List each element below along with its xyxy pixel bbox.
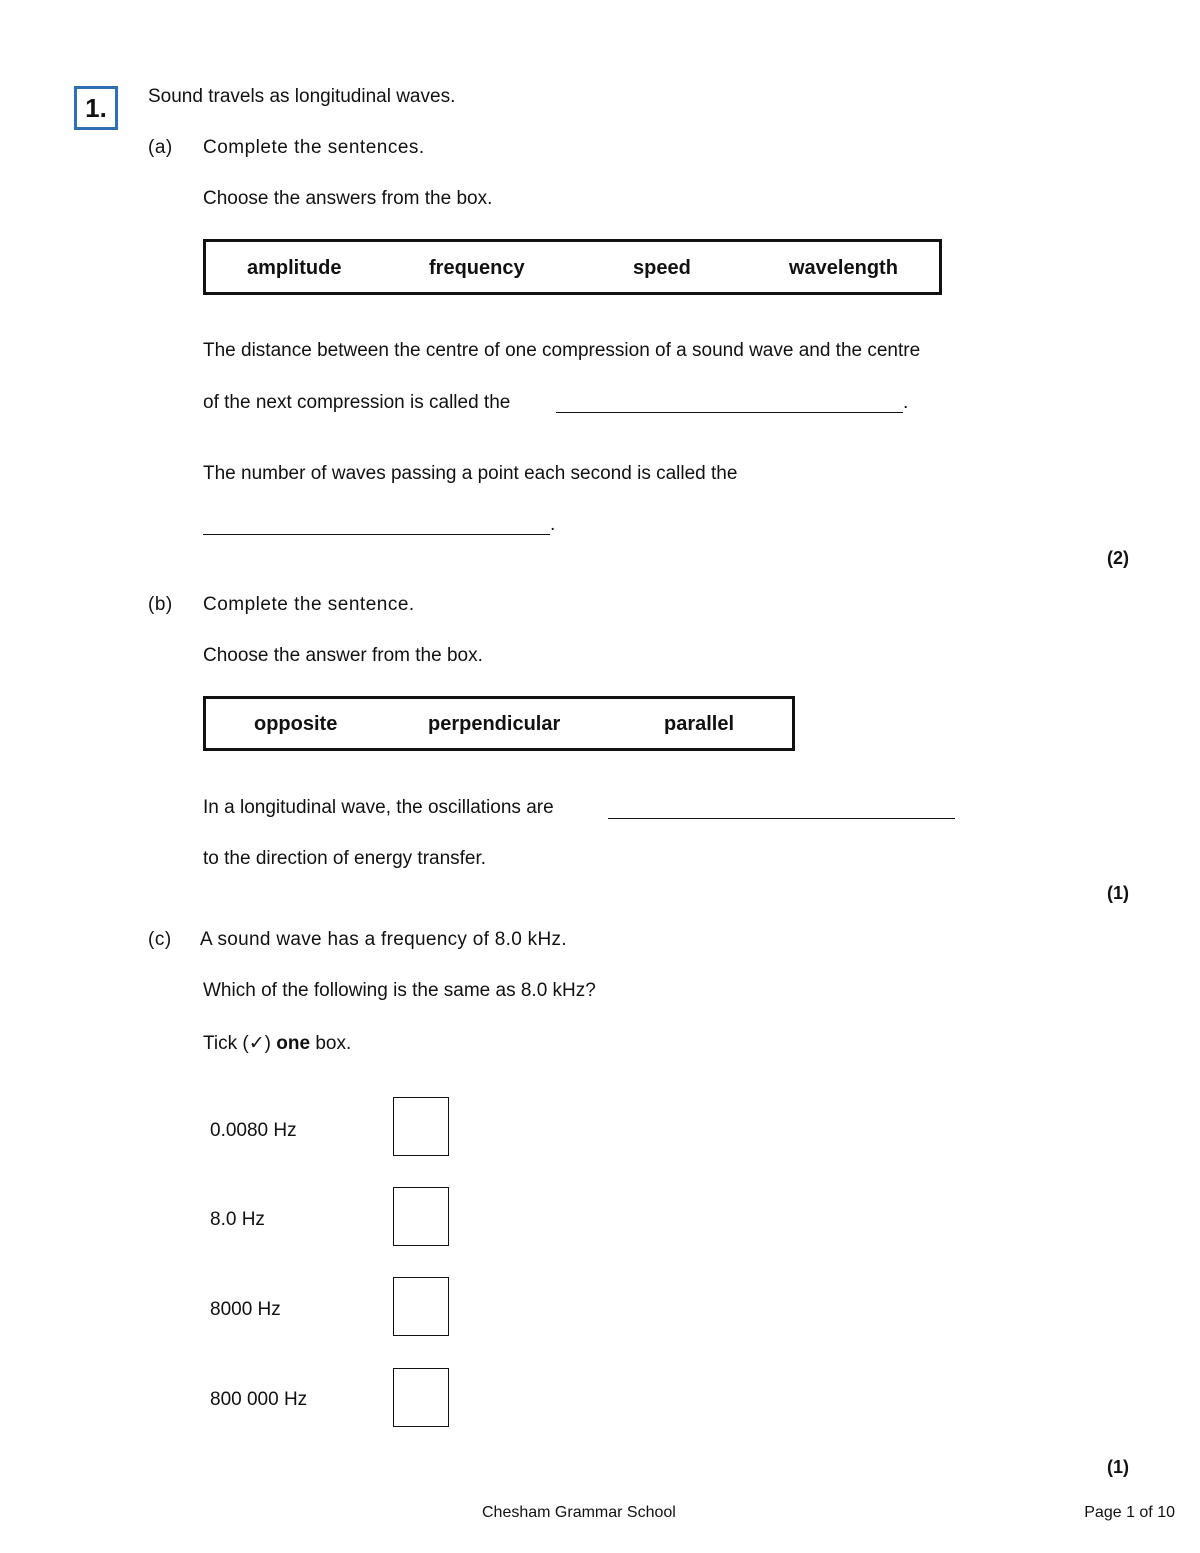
part-a-sentence1-line1: The distance between the centre of one compression of a sound wave and the centre — [203, 340, 921, 361]
part-b-label: (b) — [148, 594, 173, 615]
question-number: 1. — [74, 86, 118, 130]
option-label: 8.0 Hz — [210, 1209, 265, 1230]
word-option: opposite — [254, 713, 338, 735]
word-option: parallel — [664, 713, 735, 735]
marks-a: (2) — [1107, 548, 1129, 568]
answer-blank-2[interactable] — [203, 534, 550, 535]
period: . — [550, 514, 556, 535]
part-c-intro: A sound wave has a frequency of 8.0 kHz. — [200, 929, 567, 950]
option-label: 8000 Hz — [210, 1299, 281, 1320]
part-b-sentence-line1: In a longitudinal wave, the oscillations are — [203, 797, 554, 818]
answer-blank-1[interactable] — [556, 412, 903, 413]
tick-bold: one — [276, 1033, 311, 1054]
tick-box-2[interactable] — [393, 1187, 449, 1246]
part-a-instruction: Complete the sentences. — [203, 137, 425, 158]
part-b-instruction: Complete the sentence. — [203, 594, 415, 615]
question-intro: Sound travels as longitudinal waves. — [148, 86, 456, 107]
part-b-word-box — [203, 696, 795, 751]
tick-suffix: box. — [310, 1033, 352, 1054]
word-option: perpendicular — [428, 713, 561, 735]
part-c-label: (c) — [148, 929, 172, 950]
answer-blank-3[interactable] — [608, 818, 955, 819]
tick-prefix: Tick (✓) — [203, 1033, 277, 1054]
part-b-sentence-line2: to the direction of energy transfer. — [203, 848, 487, 869]
tick-box-3[interactable] — [393, 1277, 449, 1336]
word-option: frequency — [429, 257, 525, 279]
part-a-sentence1-line2: of the next compression is called the — [203, 392, 511, 413]
option-label: 800 000 Hz — [210, 1389, 308, 1410]
part-a-label: (a) — [148, 137, 173, 158]
part-c-tick-instruction — [203, 1032, 351, 1056]
period: . — [903, 392, 909, 413]
word-option: speed — [633, 257, 691, 279]
option-label: 0.0080 Hz — [210, 1120, 297, 1141]
part-a-word-box — [203, 239, 942, 295]
marks-c: (1) — [1107, 1457, 1129, 1477]
part-c-question: Which of the following is the same as 8.0 kHz? — [203, 980, 596, 1001]
tick-box-1[interactable] — [393, 1097, 449, 1156]
word-option: wavelength — [789, 257, 898, 279]
part-a-sentence2-line1: The number of waves passing a point each second is called the — [203, 463, 738, 484]
footer-page-number: Page 1 of 10 — [1084, 1504, 1175, 1521]
word-option: amplitude — [247, 257, 342, 279]
part-a-choose: Choose the answers from the box. — [203, 188, 493, 209]
footer-school: Chesham Grammar School — [482, 1504, 676, 1521]
tick-box-4[interactable] — [393, 1368, 449, 1427]
marks-b: (1) — [1107, 883, 1129, 903]
part-b-choose: Choose the answer from the box. — [203, 645, 483, 666]
